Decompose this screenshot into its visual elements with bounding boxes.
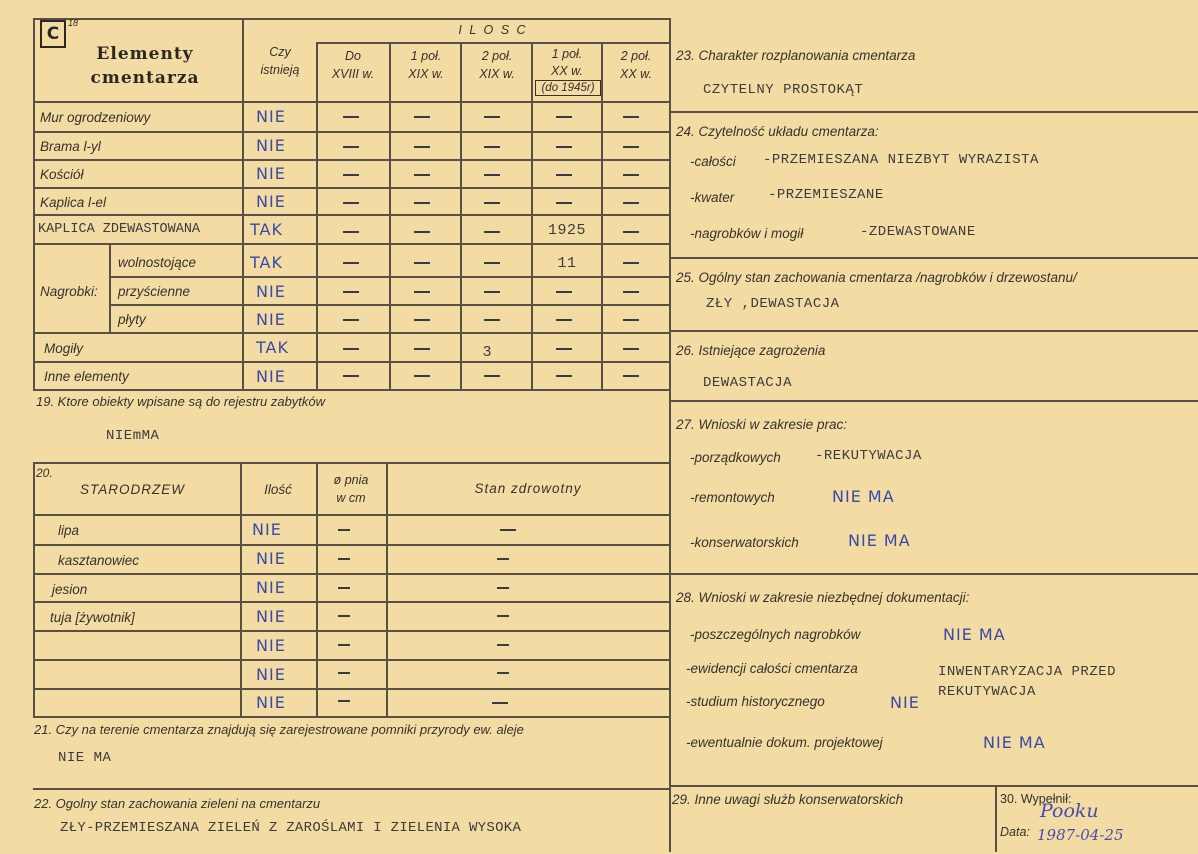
s27-item-konserwatorskich-value: NIE MA bbox=[848, 531, 911, 550]
s27-title: 27. Wnioski w zakresie prac: bbox=[676, 417, 848, 432]
rule bbox=[316, 42, 670, 44]
s25-value: ZŁY ,DEWASTACJA bbox=[706, 296, 840, 312]
s27-item-porzadkowych-label: -porządkowych bbox=[690, 450, 781, 465]
s19-title: 19. Ktore obiekty wpisane są do rejestru zabytków bbox=[36, 394, 326, 409]
row-exists-inne: NIE bbox=[256, 367, 286, 386]
period-2-line1: 1 poł. bbox=[410, 49, 442, 63]
s21-title: 21. Czy na terenie cmentarza znajdują się zarejestrowane pomniki przyrody ew. aleje bbox=[34, 722, 524, 737]
s25-title: 25. Ogólny stan zachowania cmentarza /nagrobków i drzewostanu/ bbox=[676, 270, 1077, 285]
s20-col-pien-1: ø pnia bbox=[333, 473, 369, 487]
row-exists-plyty: NIE bbox=[256, 310, 286, 329]
s20-row-label-tuja: tuja [żywotnik] bbox=[50, 610, 135, 625]
s28-item-studium-value: NIE bbox=[890, 693, 920, 712]
period-3-line2: XIX w. bbox=[479, 67, 515, 81]
s30-signature: Pooku bbox=[1040, 800, 1099, 822]
s24-item-calosci-value: -PRZEMIESZANA NIEZBYT WYRAZISTA bbox=[763, 152, 1039, 168]
rule bbox=[33, 243, 670, 245]
rule bbox=[33, 389, 670, 391]
s24-item-calosci-label: -całości bbox=[690, 154, 736, 169]
rule bbox=[389, 42, 391, 390]
s26-title: 26. Istniejące zagrożenia bbox=[676, 343, 826, 358]
rule bbox=[33, 573, 670, 575]
rule bbox=[33, 214, 670, 216]
s23-title: 23. Charakter rozplanowania cmentarza bbox=[676, 48, 916, 63]
rule bbox=[33, 630, 670, 632]
rule bbox=[316, 42, 318, 390]
s20-row-ilosc-kasztanowiec: NIE bbox=[256, 549, 286, 568]
s24-item-kwater-label: -kwater bbox=[690, 190, 735, 205]
period-4-line2: XX w. bbox=[551, 64, 583, 78]
rule bbox=[669, 330, 1198, 332]
period-1-line1: Do bbox=[345, 49, 361, 63]
s20-col-stan: Stan zdrowotny bbox=[474, 481, 582, 496]
rule bbox=[33, 601, 670, 603]
s27-item-remontowych-value: NIE MA bbox=[832, 487, 895, 506]
row-label-plyty: płyty bbox=[118, 312, 146, 327]
rule bbox=[33, 159, 670, 161]
row-label-mur: Mur ogrodzeniowy bbox=[40, 110, 151, 125]
row-exists-przyscienne: NIE bbox=[256, 282, 286, 301]
rule bbox=[33, 462, 35, 716]
s22-title: 22. Ogolny stan zachowania zieleni na cmentarzu bbox=[34, 796, 321, 811]
s20-row-label-kasztanowiec: kasztanowiec bbox=[58, 553, 140, 568]
s30-title: 30. Wypełnił: bbox=[1000, 792, 1072, 806]
s24-item-nagrobkow-label: -nagrobków i mogił bbox=[690, 226, 804, 241]
rule bbox=[109, 276, 670, 278]
nagrobki-group-label: Nagrobki: bbox=[40, 284, 98, 299]
row-exists-kosciol: NIE bbox=[256, 164, 286, 183]
exists-header-2: istnieją bbox=[260, 63, 300, 77]
rule bbox=[240, 462, 242, 716]
rule bbox=[601, 42, 603, 390]
s27-item-konserwatorskich-label: -konserwatorskich bbox=[690, 535, 799, 550]
row-label-kaplica-zdewastowana: KAPLICA ZDEWASTOWANA bbox=[38, 222, 201, 237]
s21-value: NIE MA bbox=[58, 750, 112, 766]
s20-row-ilosc-blank-2: NIE bbox=[256, 665, 286, 684]
period-5-line1: 2 poł. bbox=[620, 49, 652, 63]
title-line-2: cmentarza bbox=[90, 68, 200, 88]
period-4-line1: 1 poł. bbox=[551, 47, 583, 61]
rule bbox=[460, 42, 462, 390]
row-exists-mogily: TAK bbox=[256, 338, 289, 357]
s24-title: 24. Czytelność układu cmentarza: bbox=[676, 124, 879, 139]
title-line-1: Elementy bbox=[96, 44, 194, 64]
period-1-line2: XVIII w. bbox=[331, 67, 375, 81]
s22-value: ZŁY-PRZEMIESZANA ZIELEŃ Z ZAROŚLAMI I ZIELENIA WYSOKA bbox=[60, 820, 522, 836]
rule bbox=[33, 544, 670, 546]
rule bbox=[33, 361, 670, 363]
rule bbox=[33, 332, 670, 334]
rule bbox=[669, 573, 1198, 575]
s20-number: 20. bbox=[36, 466, 53, 480]
row-exists-kaplica-zdewastowana: TAK bbox=[250, 220, 283, 239]
s19-value: NIEmMA bbox=[106, 428, 160, 444]
period-2-line2: XIX w. bbox=[408, 67, 444, 81]
s28-title: 28. Wnioski w zakresie niezbędnej dokumentacji: bbox=[676, 590, 970, 605]
s30-date-label: Data: bbox=[1000, 825, 1030, 839]
period-5-line2: XX w. bbox=[620, 67, 652, 81]
s24-item-nagrobkow-value: -ZDEWASTOWANE bbox=[860, 224, 976, 240]
rule bbox=[531, 42, 533, 390]
s20-row-ilosc-blank-3: NIE bbox=[256, 693, 286, 712]
rule bbox=[33, 18, 670, 20]
row-label-inne: Inne elementy bbox=[44, 369, 129, 384]
s20-col-ilosc: Ilość bbox=[264, 482, 292, 497]
ilosc-header: I L O S C bbox=[458, 23, 528, 37]
s24-item-kwater-value: -PRZEMIESZANE bbox=[768, 187, 884, 203]
s20-col-pien-2: w cm bbox=[336, 491, 366, 505]
s29-title: 29. Inne uwagi służb konserwatorskich bbox=[672, 792, 904, 807]
rule bbox=[669, 257, 1198, 259]
rule bbox=[109, 304, 670, 306]
card-number: 18 bbox=[68, 18, 79, 28]
row-exists-wolnostojace: TAK bbox=[250, 253, 283, 272]
row-label-brama: Brama l-yl bbox=[40, 139, 101, 154]
exists-header-1: Czy bbox=[269, 45, 291, 59]
s20-row-ilosc-blank-1: NIE bbox=[256, 636, 286, 655]
s28-item-nagrobkow-value: NIE MA bbox=[943, 625, 1006, 644]
row-value-mogily-xix: 3 bbox=[482, 343, 492, 360]
rule bbox=[33, 462, 670, 464]
rule bbox=[33, 18, 35, 390]
rule bbox=[669, 400, 1198, 402]
s26-value: DEWASTACJA bbox=[703, 375, 793, 391]
rule bbox=[33, 187, 670, 189]
s28-item-projektowej-value: NIE MA bbox=[983, 733, 1046, 752]
s27-item-remontowych-label: -remontowych bbox=[690, 490, 775, 505]
s20-row-ilosc-tuja: NIE bbox=[256, 607, 286, 626]
rule bbox=[33, 514, 670, 516]
s23-value: CZYTELNY PROSTOKĄT bbox=[703, 82, 864, 98]
s20-row-label-lipa: lipa bbox=[58, 523, 80, 538]
s20-row-label-jesion: jesion bbox=[52, 582, 88, 597]
row-label-wolnostojace: wolnostojące bbox=[118, 255, 197, 270]
s20-row-ilosc-lipa: NIE bbox=[252, 520, 282, 539]
rule bbox=[33, 716, 670, 718]
rule bbox=[109, 243, 111, 333]
s28-item-nagrobkow-label: -poszczególnych nagrobków bbox=[690, 627, 861, 642]
rule bbox=[33, 101, 670, 103]
card-letter: C bbox=[40, 20, 66, 48]
s27-item-porzadkowych-value: -REKUTYWACJA bbox=[815, 448, 922, 464]
rule bbox=[33, 788, 670, 790]
rule bbox=[33, 688, 670, 690]
s20-row-ilosc-jesion: NIE bbox=[256, 578, 286, 597]
s20-col-starodrzew: STARODRZEW bbox=[80, 482, 185, 497]
row-label-mogily: Mogiły bbox=[44, 341, 84, 356]
row-value-kaplica-1945: 1925 bbox=[547, 222, 586, 239]
rule bbox=[386, 462, 388, 716]
row-label-kaplica: Kaplica l-el bbox=[40, 195, 107, 210]
row-value-wolnostojace-1945: 11 bbox=[557, 255, 577, 272]
s28-item-ewidencji-value: INWENTARYZACJA PRZED REKUTYWACJA bbox=[938, 664, 1117, 700]
row-exists-brama: NIE bbox=[256, 136, 286, 155]
period-4-line3: (do 1945r) bbox=[535, 80, 601, 96]
row-label-kosciol: Kościół bbox=[40, 167, 84, 182]
rule bbox=[669, 111, 1198, 113]
s28-item-studium-label: -studium historycznego bbox=[686, 694, 825, 709]
rule bbox=[33, 659, 670, 661]
s28-item-ewidencji-label: -ewidencji całości cmentarza bbox=[686, 661, 858, 676]
rule bbox=[33, 131, 670, 133]
center-divider bbox=[669, 18, 671, 852]
rule bbox=[995, 785, 997, 852]
s30-date-value: 1987-04-25 bbox=[1037, 826, 1124, 844]
row-exists-mur: NIE bbox=[256, 107, 286, 126]
period-3-line1: 2 poł. bbox=[481, 49, 513, 63]
rule bbox=[669, 785, 1198, 787]
row-label-przyscienne: przyścienne bbox=[118, 284, 191, 299]
row-exists-kaplica: NIE bbox=[256, 192, 286, 211]
s28-item-projektowej-label: -ewentualnie dokum. projektowej bbox=[686, 735, 883, 750]
